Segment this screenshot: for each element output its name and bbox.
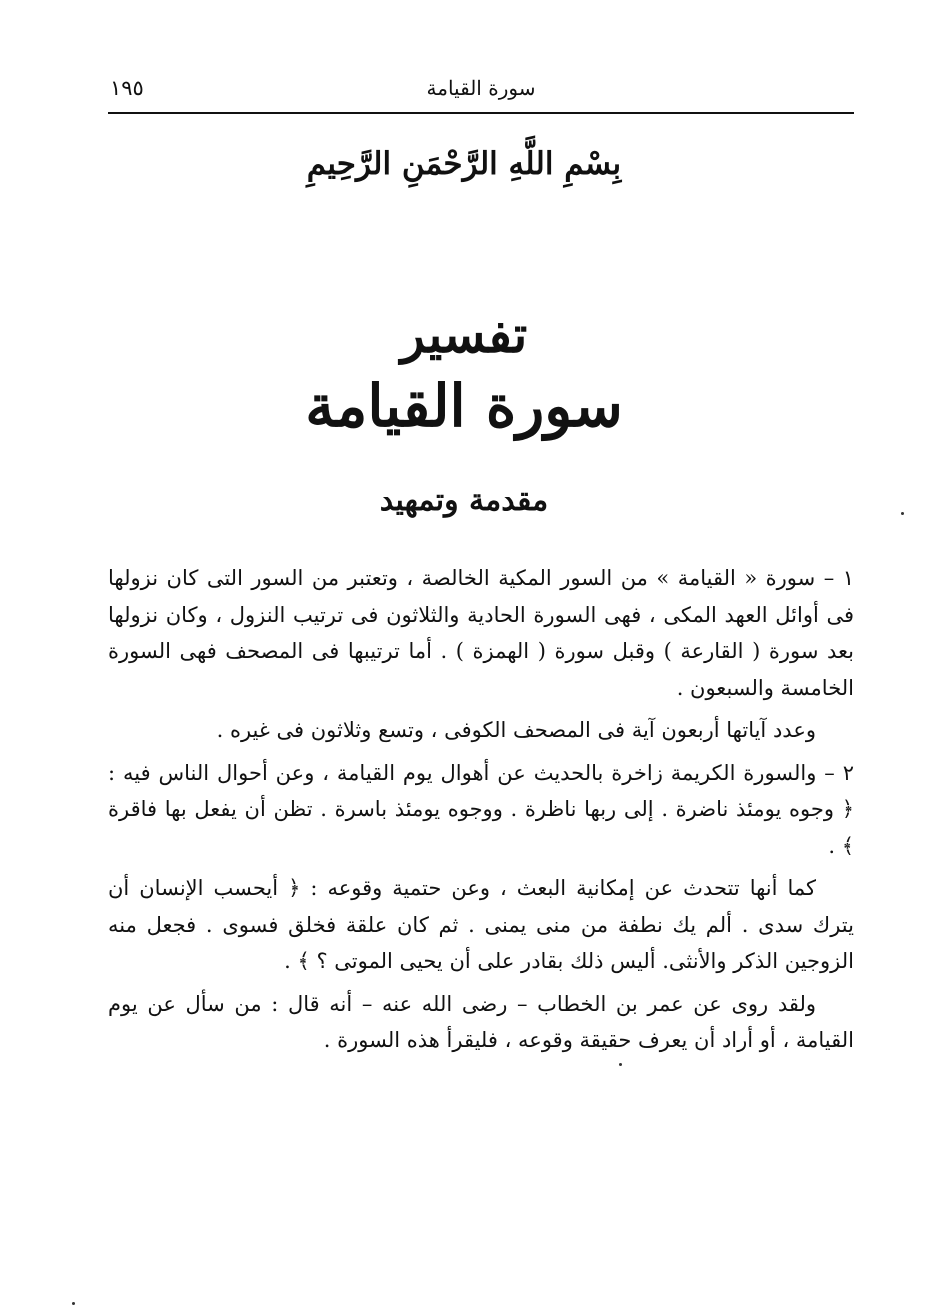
running-header [110,74,852,104]
paragraph-5: ولقد روى عن عمر بن الخطاب – رضى الله عنه – أنه قال : من سأل عن يوم القيامة ، أو أراد أن يعرف حقيقة وقوعه ، فليقرأ هذه السورة . [108,991,854,1052]
scan-speck [619,1063,622,1066]
scan-speck [901,512,904,515]
scan-speck [72,1302,75,1305]
paragraph-3: ٢ – والسورة الكريمة زاخرة بالحديث عن أهوال يوم القيامة ، وعن أحوال الناس فيه : ﴿ وجوه يومئذ ناضرة . إلى ربها ناظرة . ووجوه يومئذ باسرة . تظن أن يفعل بها فاقرة ﴾ . [108,760,854,858]
page-number: ١٩٥ [110,76,144,100]
basmala: بِسْمِ اللَّهِ الرَّحْمَنِ الرَّحِيمِ [306,146,622,182]
title-line-surah: سورة القيامة [305,372,623,440]
paragraph-1: ١ – سورة « القيامة » من السور المكية الخالصة ، وتعتبر من السور التى كان نزولها فى أوائل العهد المكى ، فهى السورة الحادية والثلاثون فى ترتيب النزول ، وكان نزولها بعد سورة ( القارعة ) وقبل سورة ( الهمزة ) . أما ترتيبها فى المصحف فهى السورة الخامسة والسبعون . [108,566,854,700]
paragraph-2: وعدد آياتها أربعون آية فى المصحف الكوفى ، وتسع وثلاثون فى غيره . [216,718,816,742]
body-text [108,560,854,1065]
title-line-tafsir: تفسير [400,305,528,364]
header-rule [108,112,854,114]
paragraph-4: كما أنها تتحدث عن إمكانية البعث ، وعن حتمية وقوعه : ﴿ أيحسب الإنسان أن يترك سدى . ألم يك نطفة من منى يمنى . ثم كان علقة فخلق فسوى . فجعل منه الزوجين الذكر والأنثى. أليس ذلك بقادر على أن يحيى الموتى ؟ ﴾ . [108,876,854,973]
running-title: سورة القيامة [426,76,536,100]
section-heading: مقدمة وتمهيد [379,483,549,518]
